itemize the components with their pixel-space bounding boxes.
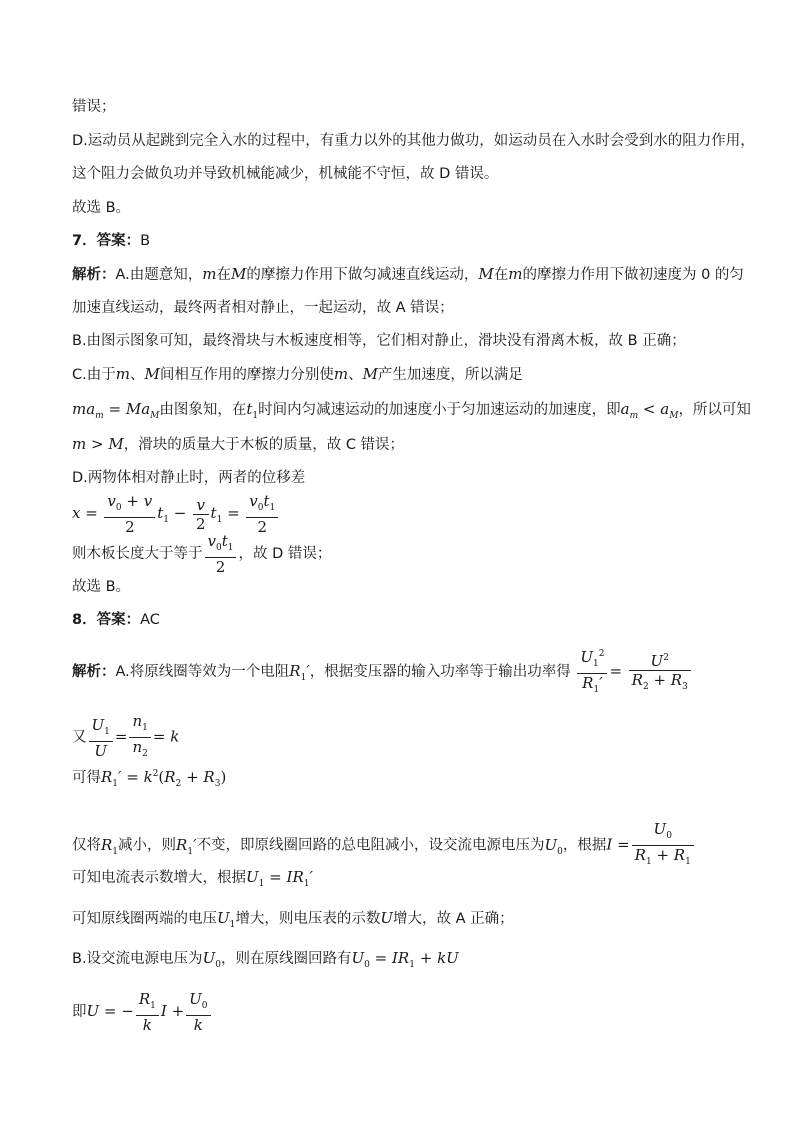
q8-analysis-label: 解析： xyxy=(72,664,116,680)
text-line: D.两物体相对静止时，两者的位移差 xyxy=(72,470,306,486)
text-line: C.由于m、M间相互作用的摩擦力分别使m、M产生加速度，所以满足 xyxy=(72,365,523,383)
text-line: 可知原线圈两端的电压$U_1$增大，则电压表的示数U增大，故 A 正确； xyxy=(72,909,514,930)
q7-analysis-line: 解析：A.由题意知，m在M的摩擦力作用下做匀减速直线运动，M在m的摩擦力作用下做初速度为 0 的匀 xyxy=(72,265,744,283)
equation-line: 又 $\frac{U_1}{U}$ = $\frac{n_1}{n_2}$ = k xyxy=(72,712,180,760)
q7-answer: B xyxy=(140,233,151,249)
q8-analysis-line: 解析：A.将原线圈等效为一个电阻$R_1'$，根据变压器的输入功率等于输出功率得 $\frac{U_1^2}{R_1'}$ = $\frac{U^2}{R_2 + R_3}$ xyxy=(72,645,693,699)
equation-line: B.设交流电源电压为$U_0$，则在原线圈回路有$U_0 = IR_1$ + kU xyxy=(72,949,459,970)
text-line: 故选 B。 xyxy=(72,200,131,216)
text-line: 故选 B。 xyxy=(72,579,131,595)
q7-analysis-label: 解析： xyxy=(72,267,116,283)
equation-line: 可知电流表示数增大，根据$U_1 = IR_1'$ xyxy=(72,868,313,889)
text-line: D.运动员从起跳到完全入水的过程中，有重力以外的其他力做功，如运动员在入水时会受到水的阻力作用， xyxy=(72,133,755,149)
text-line: B.由图示图象可知，最终滑块与木板速度相等，它们相对静止，滑块没有滑离木板，故 B 正确； xyxy=(72,333,686,349)
q7-answer-line xyxy=(72,230,150,252)
equation-line: 可得$R_1' = k^2(R_2 + R_3)$ xyxy=(72,768,227,789)
q8-answer-line xyxy=(72,609,160,631)
text-line: 这个阻力会做负功并导致机械能减少，机械能不守恒，故 D 错误。 xyxy=(72,166,499,182)
q7-heading: 7．答案： xyxy=(72,233,141,249)
text-line: 则木板长度大于等于 $\frac{v_0t_1}{2}$ ，故 D 错误； xyxy=(72,532,332,576)
text-line: m > M，滑块的质量大于木板的质量，故 C 错误； xyxy=(72,435,405,453)
text-line: 错误； xyxy=(72,99,116,115)
equation-line: $ma_m = Ma_M$由图象知，在$t_1$时间内匀减速运动的加速度小于匀加速运动的加速度，即$a_m < a_M$，所以可知 xyxy=(72,400,751,421)
equation-displacement: x = $\frac{v_0 + v}{2}$ $t_1$ − $\frac{v}{2}$ $t_1$ = $\frac{v_0t_1}{2}$ xyxy=(72,492,280,536)
text-line: 加速直线运动，最终两者相对静止，一起运动，故 A 错误； xyxy=(72,300,454,316)
equation-line: 仅将$R_1$减小，则$R_1'$不变，即原线圈回路的总电阻减小，设交流电源电压为$U_0$，根据I = $\frac{U_0}{R_1 + R_1}$ xyxy=(72,820,696,871)
q8-heading: 8．答案： xyxy=(72,612,141,628)
q8-answer: AC xyxy=(140,612,160,628)
equation-line: 即U = − $\frac{R_1}{k}$ I + $\frac{U_0}{k}$ xyxy=(72,990,213,1034)
